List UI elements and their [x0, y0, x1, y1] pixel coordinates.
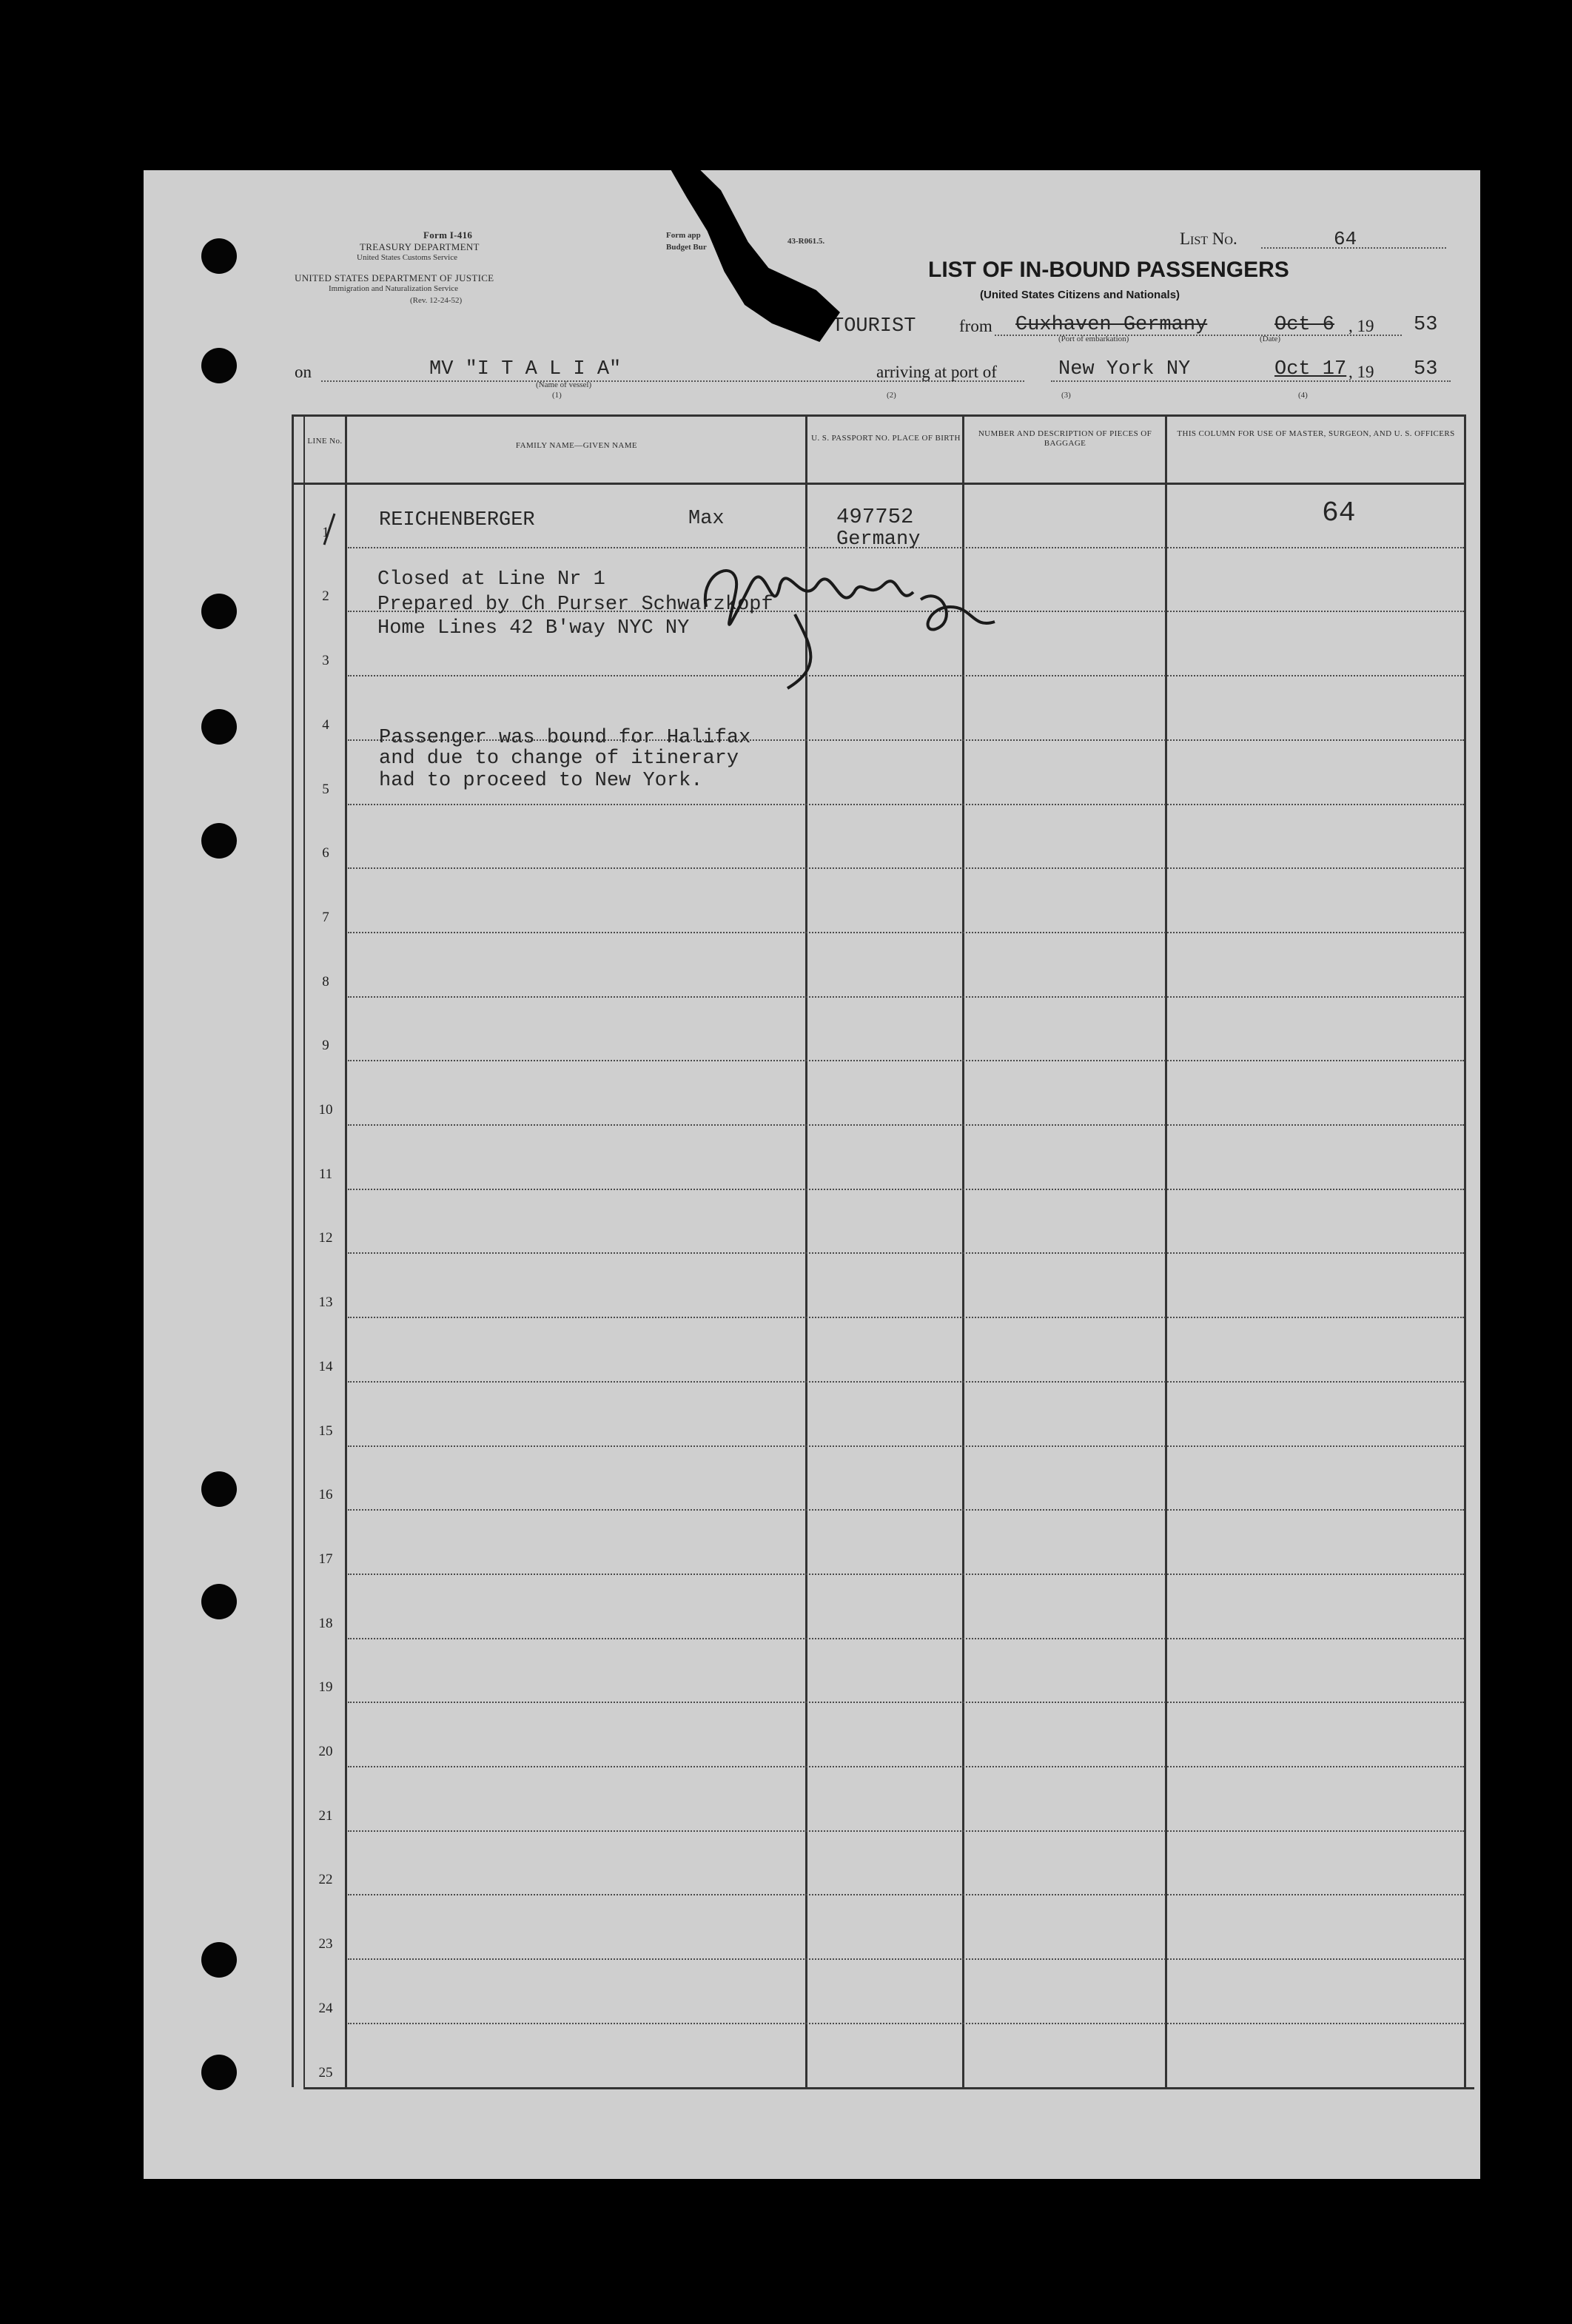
col-marker-3: (3) — [1061, 391, 1071, 400]
embark-year: 53 — [1414, 314, 1438, 336]
line-number: 2 — [322, 588, 329, 605]
purser-signature — [676, 540, 1017, 703]
row-rule — [348, 1766, 1464, 1767]
line-number: 1 — [322, 524, 329, 540]
header-officers: THIS COLUMN FOR USE OF MASTER, SURGEON, AND U. S. OFFICERS — [1177, 429, 1455, 438]
arrival-year: 53 — [1414, 358, 1438, 380]
row-rule — [348, 1381, 1464, 1383]
row-rule — [348, 996, 1464, 998]
note-remark-3: had to proceed to New York. — [379, 770, 703, 792]
binder-hole — [201, 709, 237, 745]
dept-justice-sub: Immigration and Naturalization Service — [329, 284, 459, 293]
line-number: 21 — [318, 1807, 333, 1824]
line-number: 14 — [318, 1358, 333, 1374]
line-number: 12 — [318, 1230, 333, 1246]
row-rule — [348, 1189, 1464, 1190]
line-number: 25 — [318, 2064, 333, 2080]
line-number: 23 — [318, 1936, 333, 1952]
line-number: 16 — [318, 1487, 333, 1503]
note-remark-1: Passenger was bound for Halifax — [379, 727, 751, 749]
row-rule — [348, 2023, 1464, 2024]
row-rule — [348, 1830, 1464, 1832]
dept-justice: UNITED STATES DEPARTMENT OF JUSTICE — [295, 272, 494, 283]
binder-hole — [201, 348, 237, 383]
row-rule — [348, 1894, 1464, 1895]
date-caption: (Date) — [1260, 335, 1281, 343]
header-line-no: LINE No. — [307, 437, 343, 446]
form-revision: (Rev. 12-24-52) — [410, 296, 463, 305]
row-rule — [348, 804, 1464, 805]
dept-treasury-sub: United States Customs Service — [357, 253, 457, 262]
line-number: 5 — [322, 781, 329, 797]
col-marker-1: (1) — [552, 391, 562, 400]
row-rule — [348, 867, 1464, 869]
year-prefix-embark: , 19 — [1348, 317, 1374, 335]
vessel-caption: (Name of vessel) — [536, 380, 592, 389]
row-rule — [348, 1445, 1464, 1447]
note-prepared: Prepared by Ch Purser Schwarzkopf — [377, 594, 773, 616]
binder-hole — [201, 1584, 237, 1619]
class-value: TOURIST — [832, 315, 916, 337]
list-no-value: 64 — [1334, 228, 1357, 250]
header-baggage: NUMBER AND DESCRIPTION OF PIECES OF BAGGAGE — [978, 429, 1152, 448]
year-prefix-arrival: , 19 — [1348, 363, 1374, 381]
col-marker-2: (2) — [887, 391, 896, 400]
note-closed: Closed at Line Nr 1 — [377, 568, 605, 591]
arrival-date: Oct 17 — [1274, 358, 1347, 380]
line-number: 18 — [318, 1615, 333, 1631]
line-number: 3 — [322, 653, 329, 669]
form-approval-2: Budget Bur — [666, 243, 707, 252]
entry-family-name: REICHENBERGER — [379, 509, 535, 531]
list-no-label: List No. — [1180, 229, 1237, 248]
line-number: 20 — [318, 1744, 333, 1759]
line-number: 13 — [318, 1294, 333, 1311]
binder-hole — [201, 1471, 237, 1507]
header-family-name: FAMILY NAME—GIVEN NAME — [515, 441, 638, 450]
row-rule — [348, 1252, 1464, 1254]
form-approval-number: 43-R061.5. — [787, 237, 825, 246]
vessel-name: MV "I T A L I A" — [429, 358, 622, 380]
on-label: on — [295, 363, 312, 381]
arrival-port: New York NY — [1058, 358, 1191, 380]
line-number: 11 — [318, 1166, 333, 1182]
row-rule — [348, 932, 1464, 933]
binder-hole — [201, 238, 237, 274]
embark-date: Oct 6 — [1274, 314, 1335, 336]
arriving-label: arriving at port of — [876, 363, 997, 381]
embark-port: Cuxhaven Germany — [1015, 314, 1208, 336]
entry-officer-note: 64 — [1322, 497, 1356, 529]
line-number: 6 — [322, 845, 329, 862]
binder-hole — [201, 1942, 237, 1978]
document-title: LIST OF IN-BOUND PASSENGERS — [928, 258, 1289, 282]
note-remark-2: and due to change of itinerary — [379, 748, 739, 770]
document-subtitle: (United States Citizens and Nationals) — [980, 289, 1180, 301]
entry-place-of-birth: Germany — [836, 528, 921, 551]
line-number: 4 — [322, 716, 329, 733]
row-rule — [348, 1124, 1464, 1126]
row-rule — [348, 1958, 1464, 1960]
binder-hole — [201, 823, 237, 859]
col-marker-4: (4) — [1298, 391, 1308, 400]
entry-given-name: Max — [688, 508, 725, 530]
line-number: 15 — [318, 1423, 333, 1439]
tick-mark — [318, 511, 340, 548]
binder-hole — [201, 2055, 237, 2090]
entry-passport-no: 497752 — [836, 505, 914, 529]
row-rule — [348, 1574, 1464, 1575]
row-rule — [348, 1509, 1464, 1511]
line-number: 17 — [318, 1551, 333, 1567]
line-number: 24 — [318, 2000, 333, 2016]
binder-hole — [201, 594, 237, 629]
line-number: 10 — [318, 1102, 333, 1118]
form-number: Form I-416 — [423, 229, 473, 241]
manifest-page — [144, 170, 1480, 2179]
form-approval-1: Form app — [666, 231, 701, 240]
row-rule — [348, 1638, 1464, 1639]
row-rule — [348, 1060, 1464, 1061]
note-company: Home Lines 42 B'way NYC NY — [377, 617, 690, 639]
line-number: 9 — [322, 1038, 329, 1054]
line-number: 7 — [322, 909, 329, 925]
row-rule — [348, 1702, 1464, 1703]
line-number: 19 — [318, 1679, 333, 1696]
from-label: from — [959, 317, 992, 335]
dept-treasury: TREASURY DEPARTMENT — [360, 241, 480, 252]
line-number: 22 — [318, 1872, 333, 1888]
row-rule — [348, 1317, 1464, 1318]
embark-port-caption: (Port of embarkation) — [1058, 335, 1129, 343]
header-passport: U. S. PASSPORT NO. PLACE OF BIRTH — [811, 434, 961, 443]
line-number: 8 — [322, 973, 329, 990]
